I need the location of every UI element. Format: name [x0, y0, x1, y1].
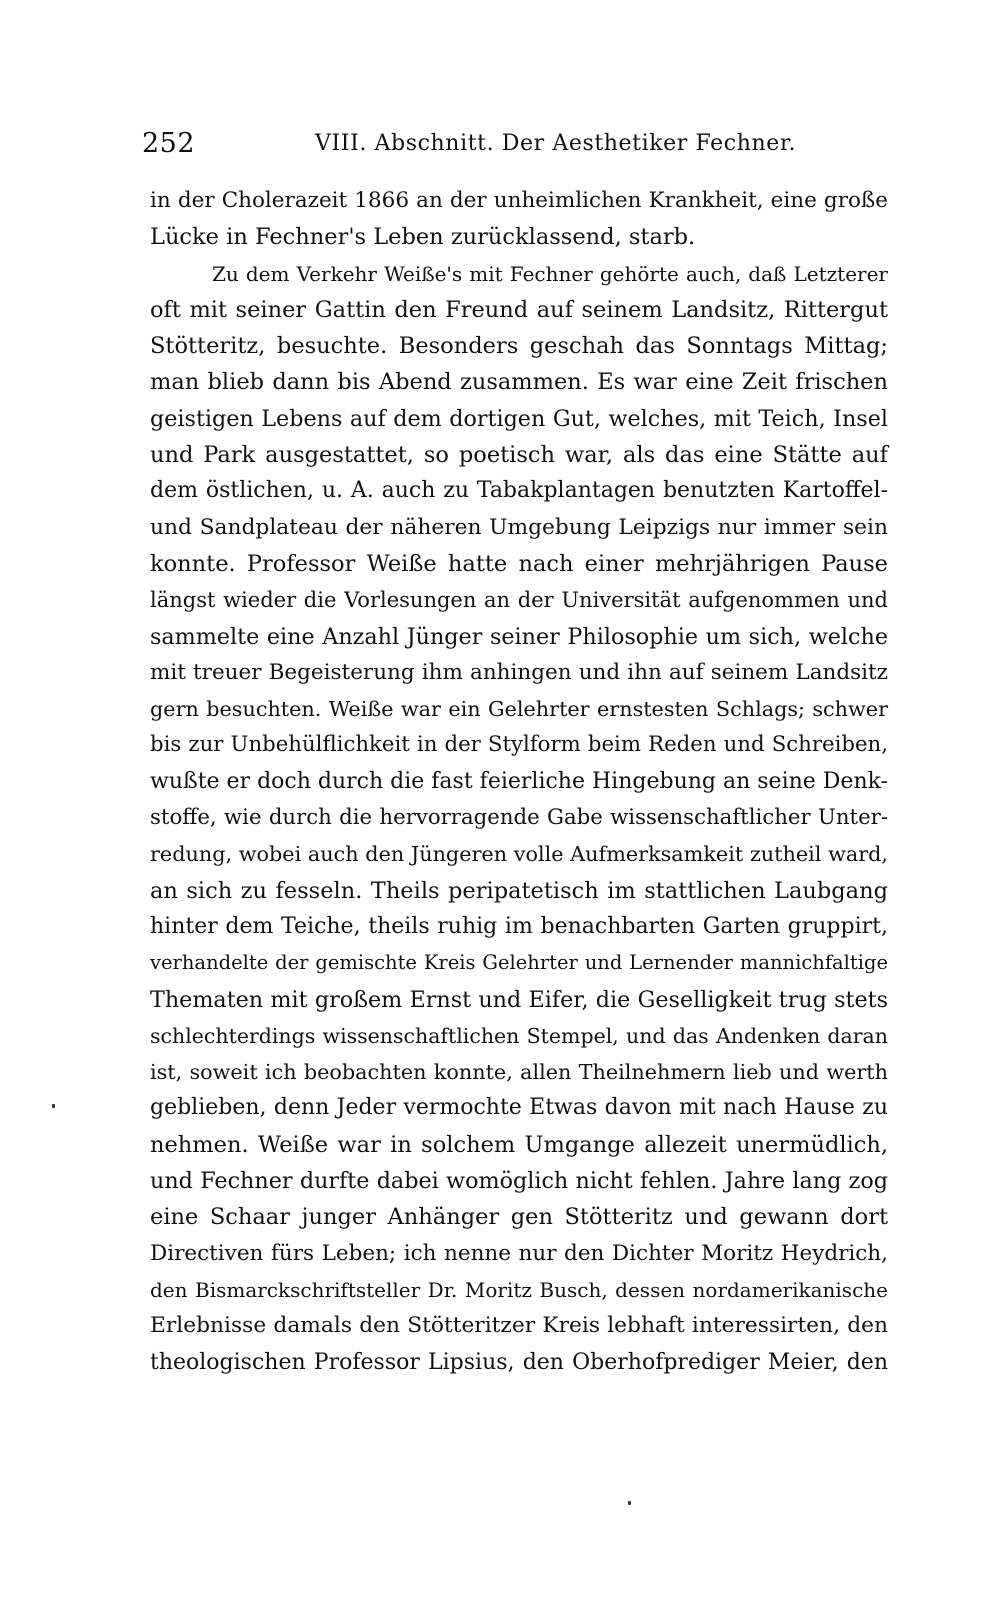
text-line: wußte er doch durch die fast feierliche Hingebung an seine Denk-	[150, 768, 888, 794]
text-line: konnte. Professor Weiße hatte nach einer mehrjährigen Pause	[150, 550, 888, 577]
paragraph	[150, 256, 888, 1381]
text-line: mit treuer Begeisterung ihm anhingen und ihn auf seinem Landsitz	[150, 659, 888, 685]
text-line: ist, soweit ich beobachten konnte, allen Theilnehmern lieb und werth	[150, 1060, 888, 1085]
text-line: theologischen Professor Lipsius, den Oberhofprediger Meier, den	[150, 1349, 888, 1375]
text-line: hinter dem Teiche, theils ruhig im benachbarten Garten gruppirt,	[150, 913, 888, 939]
text-line: bis zur Unbehülflichkeit in der Stylform beim Reden und Schreiben,	[150, 732, 888, 758]
page-header	[142, 128, 892, 168]
text-line: Zu dem Verkehr Weiße's mit Fechner gehörte auch, daß Letzterer	[212, 261, 888, 286]
text-line: stoffe, wie durch die hervorragende Gabe wissenschaftlicher Unter-	[150, 805, 888, 831]
text-line: und Sandplateau der näheren Umgebung Leipzigs nur immer sein	[150, 514, 888, 540]
paragraph	[150, 183, 888, 256]
text-line: redung, wobei auch den Jüngeren volle Aufmerksamkeit zutheil ward,	[150, 842, 888, 867]
running-head: VIII. Abschnitt. Der Aesthetiker Fechner.	[315, 131, 797, 156]
print-speck	[628, 1501, 631, 1505]
text-line: an sich zu fesseln. Theils peripatetisch im stattlichen Laubgang	[150, 877, 888, 904]
text-line: man blieb dann bis Abend zusammen. Es war eine Zeit frischen	[150, 369, 888, 396]
text-line: nehmen. Weiße war in solchem Umgange allezeit unermüdlich,	[150, 1131, 888, 1158]
text-line: in der Cholerazeit 1866 an der unheimlichen Krankheit, eine große	[150, 188, 888, 213]
text-line: Stötteritz, besuchte. Besonders geschah das Sonntags Mittag;	[150, 333, 888, 360]
text-line: geblieben, denn Jeder vermochte Etwas davon mit nach Hause zu	[150, 1095, 888, 1121]
body-text	[150, 183, 888, 1381]
text-line: Directiven fürs Leben; ich nenne nur den Dichter Moritz Heydrich,	[150, 1240, 888, 1266]
text-line: eine Schaar junger Anhänger gen Stötteritz und gewann dort	[150, 1204, 888, 1231]
text-line: dem östlichen, u. A. auch zu Tabakplantagen benutzten Kartoffel-	[150, 478, 888, 504]
text-line: gern besuchten. Weiße war ein Gelehrter ernstesten Schlags; schwer	[150, 697, 888, 722]
text-line: und Park ausgestattet, so poetisch war, als das eine Stätte auf	[150, 442, 888, 469]
text-line: oft mit seiner Gattin den Freund auf seinem Landsitz, Rittergut	[150, 296, 888, 323]
text-line: und Fechner durfte dabei womöglich nicht fehlen. Jahre lang zog	[150, 1168, 888, 1195]
text-line: den Bismarckschriftsteller Dr. Moritz Busch, dessen nordamerikanische	[150, 1277, 888, 1302]
text-line: Lücke in Fechner's Leben zurücklassend, starb.	[150, 224, 696, 251]
page-number: 252	[142, 128, 196, 159]
text-line: Thematen mit großem Ernst und Eifer, die Geselligkeit trug stets	[150, 986, 888, 1013]
text-line: Erlebnisse damals den Stötteritzer Kreis lebhaft interessirten, den	[150, 1313, 888, 1339]
print-speck	[52, 1104, 55, 1108]
text-line: schlechterdings wissenschaftlichen Stempel, und das Andenken daran	[150, 1023, 888, 1048]
text-line: geistigen Lebens auf dem dortigen Gut, welches, mit Teich, Insel	[150, 405, 888, 432]
text-line: längst wieder die Vorlesungen an der Universität aufgenommen und	[150, 588, 888, 613]
text-line: verhandelte der gemischte Kreis Gelehrter und Lernender mannichfaltige	[150, 951, 888, 975]
text-line: sammelte eine Anzahl Jünger seiner Philosophie um sich, welche	[150, 623, 888, 650]
